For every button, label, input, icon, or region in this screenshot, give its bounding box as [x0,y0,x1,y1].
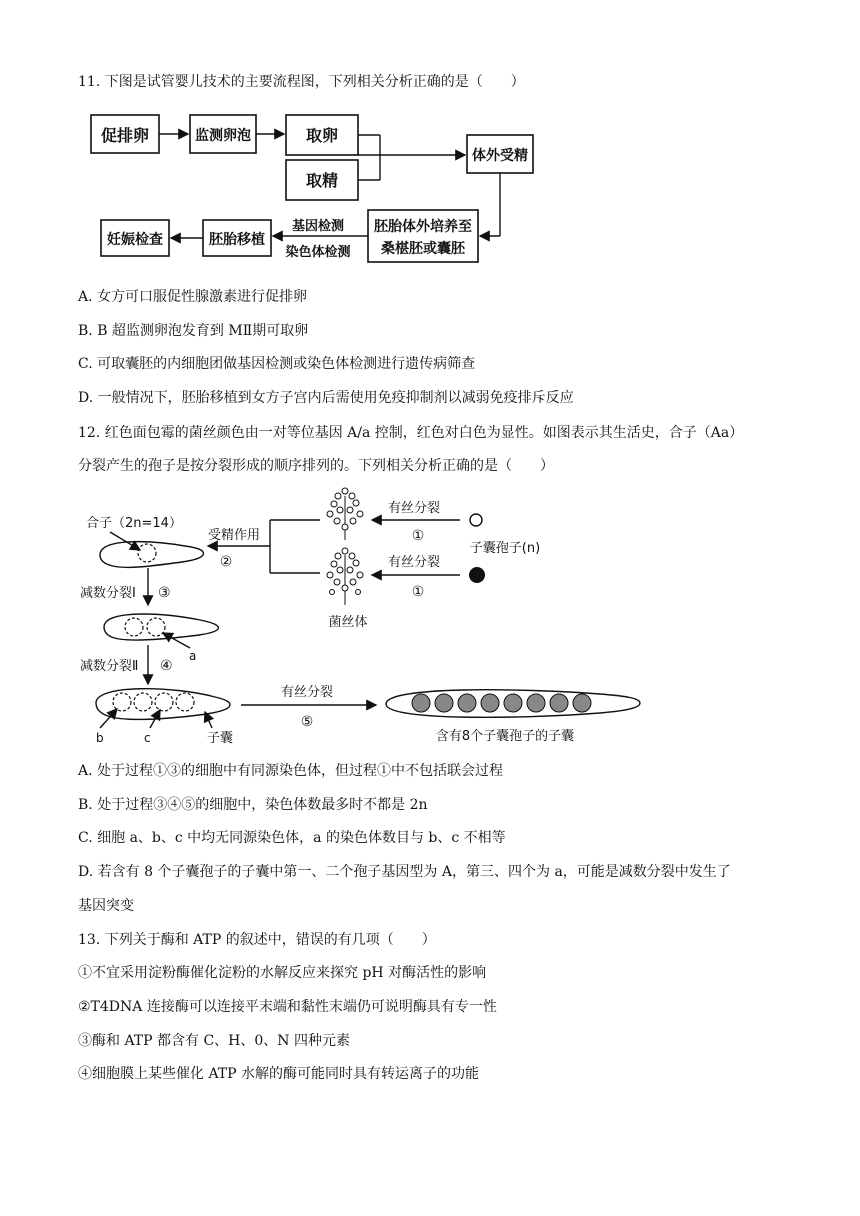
flow-label-sperm: 取精 [305,171,339,190]
q13-item-4: ④细胞膜上某些催化 ATP 水解的酶可能同时具有转运离子的功能 [78,1066,480,1082]
label-mitosis-bottom: 有丝分裂 [387,555,441,570]
cell-a-1 [125,618,143,636]
flow-label-ovulation: 促排卵 [100,126,150,145]
label-a: a [189,649,197,663]
cell-b-2 [134,693,152,711]
flow-label-egg: 取卵 [305,126,339,145]
cell-a-2 [147,618,165,636]
flow-label-gene-test: 基因检测 [291,219,345,234]
cell-b-1 [113,693,131,711]
q12-option-c: C. 细胞 a、b、c 中均无同源染色体，a 的染色体数目与 b、c 不相等 [78,830,506,846]
label-meiosis-2: 减数分裂Ⅱ [80,659,139,674]
label-ascus-8-spores: 含有8个子囊孢子的子囊 [435,729,575,744]
label-step-5: ⑤ [300,714,314,730]
flow-label-transfer: 胚胎移植 [209,232,265,248]
q12-stem-line2: 分裂产生的孢子是按分裂形成的顺序排列的。下列相关分析正确的是（ ） [78,458,554,474]
label-meiosis-1: 减数分裂Ⅰ [80,586,136,601]
flow-label-pregnancy: 妊娠检查 [107,232,163,248]
label-step-1-bottom: ① [411,584,425,600]
spore-black-icon [469,567,485,583]
q13-item-2: ②T4DNA 连接酶可以连接平末端和黏性末端仍可说明酶具有专一性 [78,999,497,1015]
label-mitosis-5: 有丝分裂 [280,685,334,700]
q13-item-3: ③酶和 ATP 都含有 C、H、0、N 四种元素 [78,1033,350,1049]
pointer-a [163,633,190,648]
flow-label-chromosome-test: 染色体检测 [285,245,351,260]
label-fertilization: 受精作用 [207,528,261,543]
label-mitosis-top: 有丝分裂 [387,501,441,516]
label-step-3: ③ [158,585,171,601]
label-b: b [96,731,104,745]
q11-option-d: D. 一般情况下，胚胎移植到女方子宫内后需使用免疫抑制剂以减弱免疫排斥反应 [78,390,574,406]
q11-stem: 11. 下图是试管婴儿技术的主要流程图，下列相关分析正确的是（ ） [78,74,525,90]
flow-label-monitor: 监测卵泡 [195,128,251,144]
ascospores-8 [412,694,591,712]
label-step-1-top: ① [411,528,425,544]
zygote-nucleus [138,544,156,562]
cell-c-1 [155,693,173,711]
q13-stem: 13. 下列关于酶和 ATP 的叙述中，错误的有几项（ ） [78,932,436,948]
label-hyphae: 菌丝体 [328,615,368,630]
q12-option-b: B. 处于过程③④⑤的细胞中，染色体数最多时不都是 2n [78,797,428,813]
label-zygote: 合子（2n=14） [86,516,182,531]
flow-label-culture-1: 胚胎体外培养至 [374,219,472,235]
q12-option-a: A. 处于过程①③的细胞中有同源染色体，但过程①中不包括联会过程 [78,763,504,779]
q12-option-d-cont: 基因突变 [78,898,134,914]
flow-label-fertilization: 体外受精 [472,148,528,164]
meiosis1-ascus-shape [104,614,218,640]
label-step-4: ④ [160,658,173,674]
q12-option-d: D. 若含有 8 个子囊孢子的子囊中第一、二个孢子基因型为 A，第三、四个为 a，可能是减数分裂中发生了 [78,864,731,880]
q13-item-1: ①不宜采用淀粉酶催化淀粉的水解反应来探究 pH 对酶活性的影响 [78,965,487,981]
label-ascospore: 子囊孢子(n) [469,541,541,556]
pointer-ascus [205,712,212,728]
label-c: c [144,731,151,745]
cell-c-2 [176,693,194,711]
hyphae-top-icon [327,488,363,540]
q11-option-b: B. B 超监测卵泡发育到 MⅡ期可取卵 [78,323,309,339]
bread-mold-lifecycle-diagram [0,485,860,755]
spore-white-icon [470,514,482,526]
q12-stem-line1: 12. 红色面包霉的菌丝颜色由一对等位基因 A/a 控制，红色对白色为显性。如图表示其生活史，合子（Aa） [78,425,744,441]
hyphae-bottom-icon [327,548,363,605]
label-step-2: ② [219,554,233,570]
q11-option-a: A. 女方可口服促性腺激素进行促排卵 [78,289,308,305]
q11-option-c: C. 可取囊胚的内细胞团做基因检测或染色体检测进行遗传病筛查 [78,356,476,372]
flow-label-culture-2: 桑椹胚或囊胚 [381,241,465,257]
label-ascus: 子囊 [207,731,234,746]
pointer-b [100,709,117,728]
